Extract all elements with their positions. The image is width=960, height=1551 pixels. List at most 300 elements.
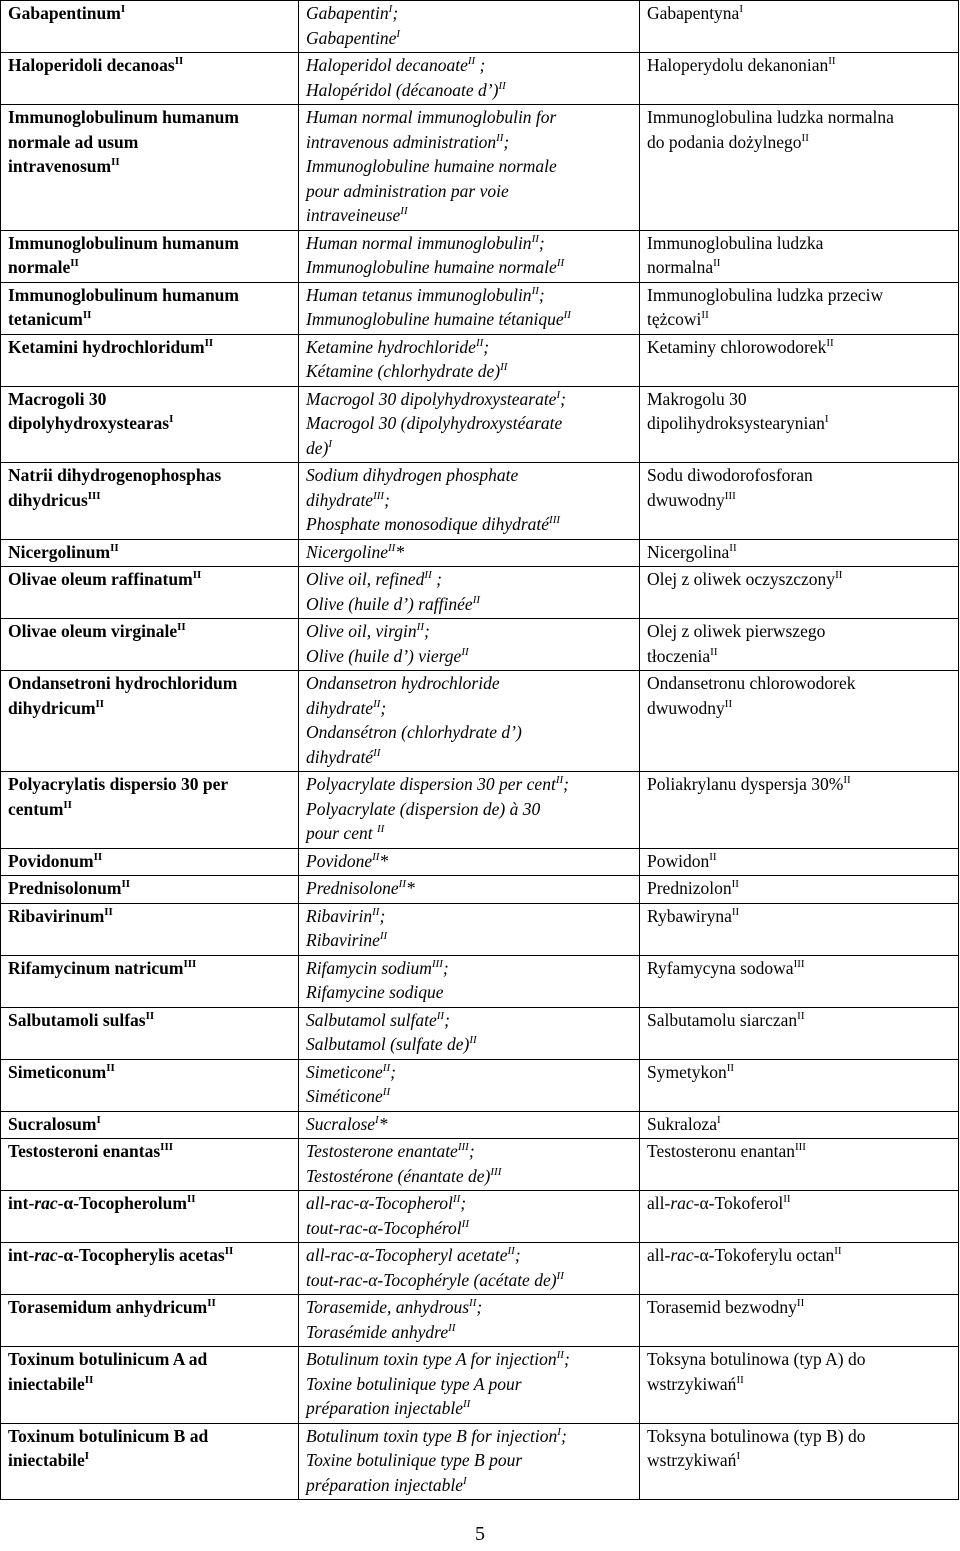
cell-line [306,592,633,617]
section-superscript: II [783,1193,791,1205]
section-superscript: I [736,1450,741,1462]
cell-line [647,849,952,874]
section-superscript: II [469,1297,477,1309]
english-french-name-cell [299,105,640,231]
cell-line [647,1008,952,1033]
cell-text: Simeticonum [8,1061,107,1082]
section-superscript: III [160,1141,174,1153]
polish-name-cell [640,955,959,1007]
cell-line [8,231,292,256]
cell-text: tłoczenia [647,645,711,666]
cell-line [647,1295,952,1320]
latin-name-cell [1,619,299,671]
latin-name-cell [1,1007,299,1059]
section-superscript: II [382,1061,391,1074]
section-superscript: II [710,645,718,658]
cell-line [306,488,633,513]
latin-name-cell [1,1139,299,1191]
section-superscript: II [186,1193,196,1205]
latin-name-cell [1,386,299,463]
section-superscript: I [463,1474,467,1487]
cell-line [647,1,952,26]
latin-name-cell [1,1191,299,1243]
latin-name-cell [1,1423,299,1500]
cell-line [8,1139,292,1164]
cell-line [8,335,292,360]
cell-suffix: * [406,878,415,898]
section-superscript: II [448,1321,456,1334]
table-row [1,463,959,540]
cell-line [8,53,292,78]
cell-suffix: ; [563,1349,570,1369]
cell-suffix: * [378,1113,388,1134]
cell-line [8,567,292,592]
cell-text: intraveineuse [306,205,401,225]
english-french-name-cell [299,1,640,53]
cell-text: Poliakrylanu dyspersja 30% [647,774,844,794]
polish-name-cell [640,1423,959,1500]
english-french-name-cell [299,1191,640,1243]
cell-text: Gabapentine [306,27,397,48]
cell-line [8,488,292,513]
cell-line [306,720,633,745]
cell-text: de) [306,437,329,458]
cell-text: Makrogolu 30 [647,388,747,409]
english-french-name-cell [299,1347,640,1424]
section-superscript: II [424,569,432,581]
cell-line [647,1347,952,1372]
cell-line [8,540,292,565]
cell-line [8,797,292,822]
page-number: 5 [475,1523,485,1545]
table-row [1,1139,959,1191]
cell-line [306,463,633,488]
table-row [1,671,959,772]
cell-line [647,1448,952,1473]
cell-text: all-rac-α-Tokoferol [647,1193,784,1213]
cell-line [8,1,292,26]
cell-line [8,876,292,901]
section-superscript: II [797,1009,805,1022]
english-french-name-cell [299,1111,640,1139]
cell-text: tężcowi [647,309,702,329]
cell-text: Toksyna botulinowa (typ B) do [647,1425,866,1446]
section-superscript: II [531,284,539,297]
cell-text: préparation injectable [306,1474,463,1495]
cell-line [306,797,633,822]
cell-text: tetanicum [8,309,83,329]
cell-line [647,231,952,256]
cell-text: intravenous administration [306,131,497,152]
cell-text: Human tetanus immunoglobulin [306,284,532,305]
section-superscript: II [379,930,388,942]
cell-text: Olivae oleum raffinatum [8,569,193,589]
polish-name-cell [640,386,959,463]
cell-text: dipolyhydroxystearas [8,413,170,433]
section-superscript: II [382,1086,391,1098]
section-superscript: II [145,1009,155,1022]
cell-line [306,1008,633,1033]
section-superscript: II [104,905,113,918]
cell-line [306,1164,633,1189]
section-superscript: II [467,55,476,67]
section-superscript: III [457,1141,469,1153]
english-french-name-cell [299,1007,640,1059]
latin-name-cell [1,1243,299,1295]
cell-line [306,1448,633,1473]
cell-text: Ribavirinum [8,905,105,926]
cell-text: Siméticone [306,1086,383,1106]
cell-line [306,956,633,981]
cell-text: Toxinum botulinicum B ad [8,1425,209,1446]
section-superscript: I [716,1113,721,1126]
cell-text: Sucralose [306,1113,376,1134]
cell-line [647,130,952,155]
cell-line [306,1,633,26]
cell-suffix: ; [444,1009,450,1030]
section-superscript: II [84,1373,94,1386]
cell-line [647,904,952,929]
cell-line [306,1139,633,1164]
section-superscript: III [794,1141,806,1153]
cell-line [8,1347,292,1372]
cell-line [8,671,292,696]
section-superscript: I [557,1425,561,1438]
cell-text: Olej z oliwek pierwszego [647,621,826,641]
section-superscript: II [835,569,843,581]
cell-text: pour cent [306,823,377,843]
cell-line [306,1112,633,1137]
cell-text: Rybawiryna [647,905,732,926]
table-row [1,1191,959,1243]
cell-text: Gabapentyna [647,3,740,23]
cell-suffix: * [379,850,389,871]
cell-line [8,255,292,280]
cell-line [647,105,952,130]
cell-text: wstrzykiwań [647,1450,737,1470]
english-french-name-cell [299,230,640,282]
cell-line [306,283,633,308]
cell-text: Ondansétron (chlorhydrate d’) [306,722,522,742]
polish-name-cell [640,1,959,53]
cell-line [647,876,952,901]
cell-line [306,179,633,204]
cell-suffix: ; [379,905,386,926]
section-superscript: II [398,878,406,890]
cell-text: Olej z oliwek oczyszczony [647,569,836,589]
cell-suffix: ; [560,1425,567,1446]
section-superscript: II [387,541,396,554]
section-superscript: II [709,850,717,863]
polish-name-cell [640,105,959,231]
section-superscript: II [82,309,92,321]
section-superscript: III [793,957,805,970]
english-french-name-cell [299,1059,640,1111]
section-superscript: I [328,437,333,450]
cell-suffix: ; [514,1245,521,1265]
section-superscript: I [556,388,561,401]
cell-text: Immunoglobulina ludzka przeciw [647,284,884,305]
english-french-name-cell [299,1243,640,1295]
cell-text: Gabapentinum [8,3,121,23]
section-superscript: III [724,489,736,502]
section-superscript: I [388,3,393,15]
section-superscript: II [498,79,506,92]
cell-line [8,1008,292,1033]
polish-name-cell [640,619,959,671]
section-superscript: I [169,413,174,425]
section-superscript: II [736,1373,744,1386]
cell-line [306,411,633,436]
cell-suffix: ; [560,388,566,409]
cell-suffix: ; [563,774,569,794]
table-row [1,1007,959,1059]
cell-line [306,772,633,797]
section-superscript: III [373,489,385,502]
latin-name-cell [1,876,299,904]
table-row [1,539,959,567]
cell-text: all-rac-α-Tocopheryl acetate [306,1245,508,1265]
cell-suffix: ; [503,131,510,152]
section-superscript: II [373,746,381,759]
cell-line [306,307,633,332]
cell-suffix: ; [384,489,390,510]
cell-line [306,928,633,953]
cell-text: Immunoglobulinum humanum [8,284,239,305]
cell-text: Torasemidum anhydricum [8,1297,208,1317]
cell-text: dihydricus [8,489,88,510]
cell-text: Olivae oleum virginale [8,621,178,641]
latin-name-cell [1,955,299,1007]
english-french-name-cell [299,671,640,772]
table-row [1,1111,959,1139]
cell-line [8,1295,292,1320]
table-row [1,567,959,619]
section-superscript: II [531,232,539,245]
cell-text: dwuwodny [647,489,725,510]
latin-name-cell [1,463,299,540]
cell-text: Polyacrylate dispersion 30 per cent [306,774,556,794]
cell-line [8,307,292,332]
polish-name-cell [640,671,959,772]
section-superscript: II [463,1398,471,1410]
table-row [1,1423,959,1500]
cell-text: Torasemid bezwodny [647,1297,797,1317]
cell-text: Prednisolone [306,878,399,898]
english-french-name-cell [299,955,640,1007]
cell-text: Immunoglobulina ludzka normalna [647,107,894,127]
section-superscript: II [376,823,385,835]
latin-name-cell [1,848,299,876]
cell-text: Testosterone enantate [306,1141,458,1161]
cell-line [306,359,633,384]
cell-text: Symetykon [647,1061,727,1082]
section-superscript: II [372,850,380,863]
cell-text: Sodu diwodorofosforan [647,465,813,485]
latin-name-cell [1,1347,299,1424]
cell-text: Ondansetron hydrochloride [306,673,500,693]
polish-name-cell [640,1347,959,1424]
cell-line [647,671,952,696]
cell-line [306,387,633,412]
cell-line [306,1320,633,1345]
cell-line [306,849,633,874]
section-superscript: II [507,1245,515,1257]
cell-text: Immunoglobuline humaine normale [306,156,557,176]
cell-text: Toxine botulinique type B pour [306,1450,523,1470]
english-french-name-cell [299,903,640,955]
cell-line [8,130,292,155]
cell-line [306,876,633,901]
cell-line [306,1372,633,1397]
section-superscript: II [843,774,851,786]
latin-name-cell [1,671,299,772]
section-superscript: I [824,413,829,425]
section-superscript: II [729,541,737,554]
cell-text: Ryfamycyna sodowa [647,957,794,978]
polish-name-cell [640,876,959,904]
cell-suffix: ; [390,1061,396,1082]
cell-text: dihydricum [8,697,96,718]
cell-line [306,1032,633,1057]
cell-text: Povidone [306,850,373,871]
cell-text: Polyacrylatis dispersio 30 per [8,774,229,794]
table-row [1,1347,959,1424]
section-superscript: II [461,1217,469,1230]
english-french-name-cell [299,1423,640,1500]
latin-name-cell [1,230,299,282]
latin-name-cell [1,772,299,849]
cell-line [647,567,952,592]
cell-line [8,387,292,412]
section-superscript: II [731,905,740,918]
cell-line [306,1243,633,1268]
cell-line [306,130,633,155]
latin-name-cell [1,903,299,955]
cell-line [647,335,952,360]
cell-text: all-rac-α-Tokoferylu octan [647,1245,835,1265]
section-superscript: II [472,593,481,606]
polish-name-cell [640,463,959,540]
cell-line [306,1424,633,1449]
cell-line [8,696,292,721]
table-row [1,1,959,53]
polish-name-cell [640,1007,959,1059]
english-french-name-cell [299,53,640,105]
polish-name-cell [640,282,959,334]
section-superscript: II [556,1349,564,1361]
cell-text: normale ad usum [8,131,139,152]
latin-name-cell [1,1295,299,1347]
cell-text: Kétamine (chlorhydrate de) [306,361,501,381]
polish-name-cell [640,53,959,105]
cell-text: normale [8,257,71,277]
cell-text: Macrogoli 30 [8,388,107,409]
section-superscript: II [731,878,739,890]
table-row [1,1295,959,1347]
cell-text: Nicergolina [647,541,730,562]
section-superscript: II [452,1193,461,1205]
cell-text: Immunoglobulina ludzka [647,232,824,253]
cell-line [647,644,952,669]
section-superscript: II [555,774,564,786]
section-superscript: II [111,156,120,168]
table-row [1,876,959,904]
cell-line [306,1084,633,1109]
cell-line [647,1424,952,1449]
cell-text: wstrzykiwań [647,1373,737,1394]
cell-text: Ondansetronu chlorowodorek [647,673,856,693]
cell-suffix: ; [475,55,486,75]
cell-line [647,772,952,797]
cell-line [306,154,633,179]
section-superscript: II [207,1297,216,1309]
cell-text: Human normal immunoglobulin [306,232,532,253]
table-row [1,386,959,463]
cell-line [8,1243,292,1268]
cell-text: Botulinum toxin type A for injection [306,1349,557,1369]
section-superscript: III [549,514,561,526]
cell-line [8,904,292,929]
section-superscript: II [834,1245,842,1257]
cell-text: Olive (huile d’) raffinée [306,593,473,614]
section-superscript: III [183,957,197,970]
section-superscript: I [120,3,126,15]
latin-name-cell [1,53,299,105]
cell-line [306,26,633,51]
cell-text: Sucralosum [8,1113,97,1134]
cell-line [306,436,633,461]
polish-name-cell [640,230,959,282]
cell-line [306,231,633,256]
cell-text: normalna [647,257,714,277]
section-superscript: II [436,1009,445,1022]
cell-line [306,255,633,280]
cell-text: préparation injectable [306,1398,463,1418]
english-french-name-cell [299,463,640,540]
cell-line [306,671,633,696]
cell-text: Immunoglobulinum humanum [8,232,239,253]
table-row [1,772,959,849]
section-superscript: II [373,697,381,710]
polish-name-cell [640,1243,959,1295]
cell-suffix: ; [460,1193,467,1213]
polish-name-cell [640,903,959,955]
cell-line [306,540,633,565]
cell-line [8,1448,292,1473]
latin-name-cell [1,105,299,231]
section-superscript: III [87,489,101,502]
english-french-name-cell [299,772,640,849]
polish-name-cell [640,1111,959,1139]
cell-text: Macrogol 30 dipolyhydroxystearate [306,388,557,409]
section-superscript: II [93,850,103,863]
cell-text: Simeticone [306,1061,383,1082]
section-superscript: II [63,798,72,811]
cell-line [647,307,952,332]
cell-line [306,1295,633,1320]
table-row [1,282,959,334]
cell-text: Testosteronu enantan [647,1141,795,1161]
cell-text: dihydraté [306,746,374,767]
cell-line [647,696,952,721]
english-french-name-cell [299,619,640,671]
cell-text: intravenosum [8,156,112,176]
cell-text: Toxine botulinique type A pour [306,1373,522,1394]
section-superscript: II [224,1245,234,1257]
table-row [1,105,959,231]
cell-text: Torasemide, anhydrous [306,1297,470,1317]
